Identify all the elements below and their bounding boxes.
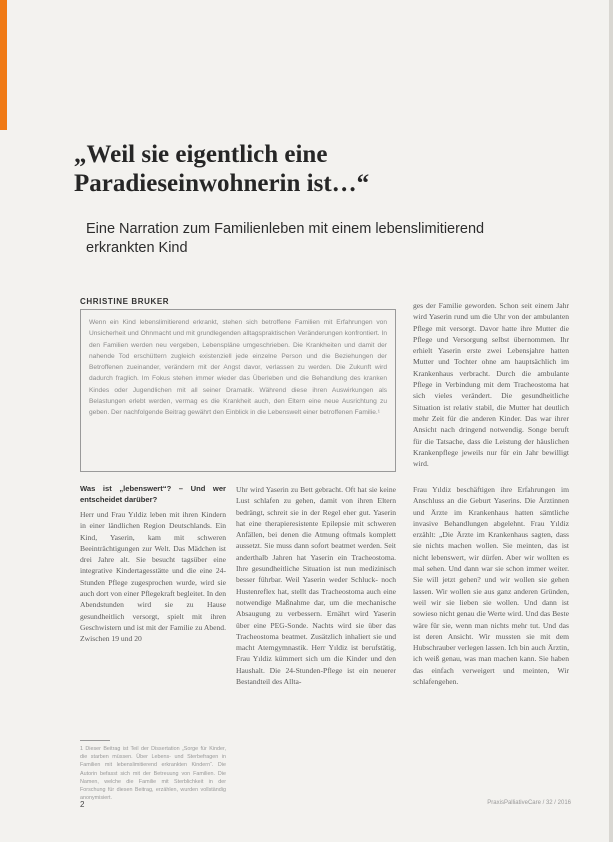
abstract-text: Wenn ein Kind lebenslimitierend erkrankt, stehen sich betroffene Familien mit Erfahrungen von Unsicherheit und Ohnmacht und mit grundlegenden alltagspraktischen Veränderungen konfrontiert. In den Familien werden neu vergeben, Lebenspläne umgeschrieben. Die Krankheiten und damit der nahende Tod erschüttern zugleich existenziell jede einzelne Person und die Beziehungen der Betroffenen zueinander, verändern mit der Angst davor, verlassen zu werden. Die Zukunft wird dadurch fraglich. Im Fokus stehen immer wieder das Überleben und die Behandlung des kranken Kindes oder Jugendlichen mit all seiner Dramatik. Während diese ihren Auswirkungen als Belastungen erlebt werden, vermag es die Krankheit auch, den Eltern eine neue Ausrichtung zu geben. Der nachfolgende Beitrag gewährt den Einblick in die Lebenswelt einer betroffenen Familie.¹ — [89, 319, 387, 417]
section-heading: Was ist „lebenswert“? – Und wer entscheidet darüber? — [80, 484, 226, 504]
article-subtitle: Eine Narration zum Familienleben mit einem lebenslimitierend erkrankten Kind — [86, 221, 485, 256]
body-paragraph: Herr und Frau Yıldiz leben mit ihren Kindern in einer ländlichen Region Deutschlands. Ein Kind, Yaserin, kam mit schweren Beeinträchtigungen zur Welt. Das Mädchen ist drei Jahre alt. Sie besucht tagsüber eine integrative Kindertagesstätte und die eine 24-Stunden Pflege zugesprochen wurde, wird sie auch dort von einer Pflegekraft begleitet. In den Abendstunden wird sie zu Hause gesundheitlich versorgt, spielt mit ihren Geschwistern und ist mit der Familie zu Abend. Zwischen 19 und 20 — [80, 510, 226, 644]
footnote: 1 Dieser Beitrag ist Teil der Dissertation „Sorge für Kinder, die starben müssen. Über Lebens- und Sterbefragen in Familien mit lebenslimitierend erkrankten Kindern“. Die Autorin befasst sich mit der Betreuung von Familien. Die Namen, welche die Familie mit Sterblichkeit in der Forschung für diesen Beitrag, erzählen, wurden vollständig anonymisiert. — [80, 746, 226, 802]
author-name: CHRISTINE BRUKER — [80, 297, 170, 306]
body-column-right — [413, 484, 569, 687]
body-column-middle — [236, 484, 396, 687]
body-paragraph: Frau Yıldiz beschäftigen ihre Erfahrungen im Anschluss an die Geburt Yaserins. Die Ärztinnen und Ärzte im Krankenhaus hatten sämtliche invasive Behandlungen abgelehnt. Frau Yıldiz erzählt: „Die Ärzte im Krankenhaus sagten, dass sie nichts machen wollen. Sie meinten, das ist nicht lebenswert, wir dürfen. Aber wir wollten es mal sehen. Und dann war sie schon immer weiter. Sie will jetzt gehen? und wir wollen sie gehen lassen. Wir wollen sie aus ganz anderen Gründen, weil wir sie lieben sie wollen. Und dann ist sowieso nicht genau die Werte wird. Und das Beste wäre für sie, wenn man nichts mehr tut. Und das ist deren Ansicht. Wir mussten sie mit dem Hubschrauber verlegen lassen. Ich bin auch Ärztin, ich weiß genau, was man machen kann. Sie haben das einfach verweigert und meinten, Wir schlafengehen. — [413, 485, 569, 687]
body-column-top-right — [413, 300, 569, 469]
abstract-box — [80, 309, 396, 472]
article-title: „Weil sie eigentlich eine Paradieseinwohnerin ist…“ — [74, 141, 370, 197]
page-number: 2 — [80, 800, 85, 809]
page-edge-shadow — [609, 0, 613, 842]
journal-footer: PraxisPalliativeCare / 32 / 2016 — [487, 800, 571, 806]
body-column-left — [80, 484, 226, 645]
body-paragraph: Uhr wird Yaserin zu Bett gebracht. Oft hat sie keine Lust schlafen zu gehen, damit von ihren Eltern bedrängt, schreit sie in der Regel eher gut. Yaserin hat eine therapieresistente Epilepsie mit schweren Anfällen, bei denen die Atmung oftmals komplett aussetzt. Sie muss dann sofort beatmet werden. Seit anderthalb Jahren hat Yaserin ein Tracheostoma. Ihre gesundheitliche Situation ist nun medizinisch besser führbar. Weil Yaserin weder Schluck- noch Hustenreflex hat, stellt das Tracheostoma auch eine notwendige Maßnahme dar, um die mechanische Absaugung zu verbessern. Ernährt wird Yaserin über eine PEG-Sonde. Nachts wird sie über das Tracheostoma beatmet. Zusätzlich inhaliert sie und macht Atemgymnastik. Herr Yıldiz ist berufstätig, Frau Yıldiz kümmert sich um die Kinder und den Haushalt. Die 24-Stunden-Pflege ist ein neuerer Bestandteil des Allta- — [236, 485, 396, 687]
footnote-rule — [80, 740, 110, 741]
accent-edge-bar — [0, 0, 7, 130]
body-paragraph: ges der Familie geworden. Schon seit einem Jahr wird Yaserin rund um die Uhr von der ambulanten Pflege mit versorgt. Davor hatte ihre Mutter die Pflege und Versorgung selbst übernommen. Ihr erhielt Yaserin erste zwei Lebensjahre hatten Mutter und Tochter ohne am hauptsächlich im Krankenhaus verbracht. Durch die ambulante Pflege in Verbindung mit dem Tracheostoma hat sich vieles verändert. Die gesundheitliche Situation ist relativ stabil, die Mutter hat deutlich mehr Zeit für die anderen Kinder. Das war ihrer Ansicht nach dringend notwendig. Songe beruft für die Tatsache, dass die Leistung der häuslichen Krankenpflege jeweils nur für ein Jahr bewilligt wird. — [413, 301, 569, 469]
